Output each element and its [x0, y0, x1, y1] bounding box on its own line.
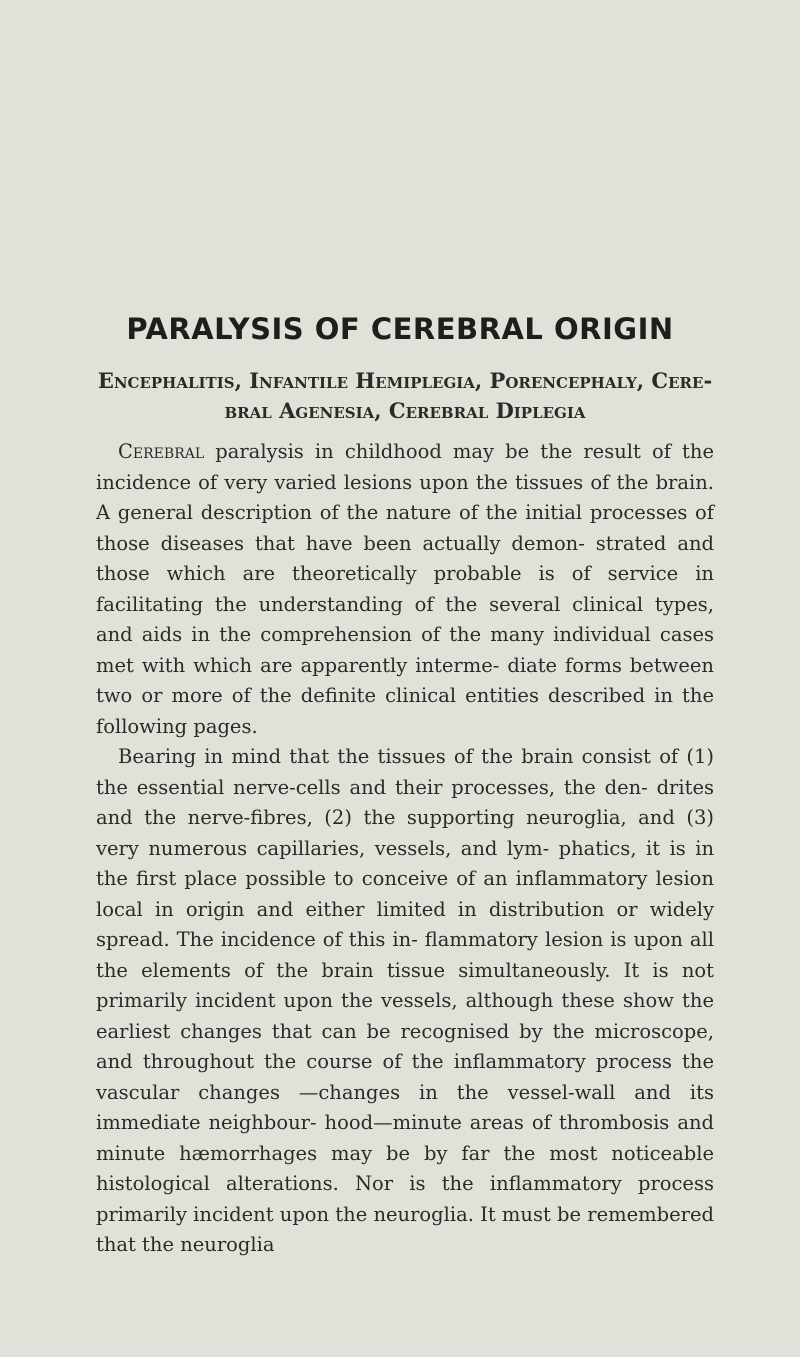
paragraph-1	[96, 437, 714, 742]
body-text	[96, 437, 714, 1261]
section-heading-line1: Encephalitis, Infantile Hemiplegia, Porencephaly, Cere-	[97, 368, 713, 393]
paragraph-1-lead: Cerebral	[118, 440, 205, 463]
section-heading-line2: bral Agenesia, Cerebral Diplegia	[224, 398, 586, 423]
paragraph-1-text: paralysis in childhood may be the result of the incidence of very varied lesions upon the tissues of the brain. A general description of the nature of the initial processes of those diseases that have been actually demon- strated and those which are theoretically probable is of service in facilitating the understanding of the several clinical types, and aids in the comprehension of the many individual cases met with which are apparently interme- diate forms between two or more of the definite clinical entities described in the following pages.	[96, 440, 714, 738]
section-heading	[96, 366, 714, 426]
chapter-title: PARALYSIS OF CEREBRAL ORIGIN	[126, 312, 674, 346]
paragraph-2	[96, 742, 714, 1261]
paragraph-2-text: Bearing in mind that the tissues of the brain consist of (1) the essential nerve-cells and their processes, the den- drites and the nerve-fibres, (2) the supporting neuroglia, and (3) very numerous capillaries, vessels, and lym- phatics, it is in the first place possible to conceive of an inflammatory lesion local in origin and either limited in distribution or widely spread. The incidence of this in- flammatory lesion is upon all the elements of the brain tissue simultaneously. It is not primarily incident upon the vessels, although these show the earliest changes that can be recognised by the microscope, and throughout the course of the inflammatory process the vascular changes —changes in the vessel-wall and its immediate neighbour- hood—minute areas of thrombosis and minute hæmorrhages may be by far the most noticeable histological alterations. Nor is the inflammatory process primarily incident upon the neuroglia. It must be remembered that the neuroglia	[96, 745, 714, 1256]
